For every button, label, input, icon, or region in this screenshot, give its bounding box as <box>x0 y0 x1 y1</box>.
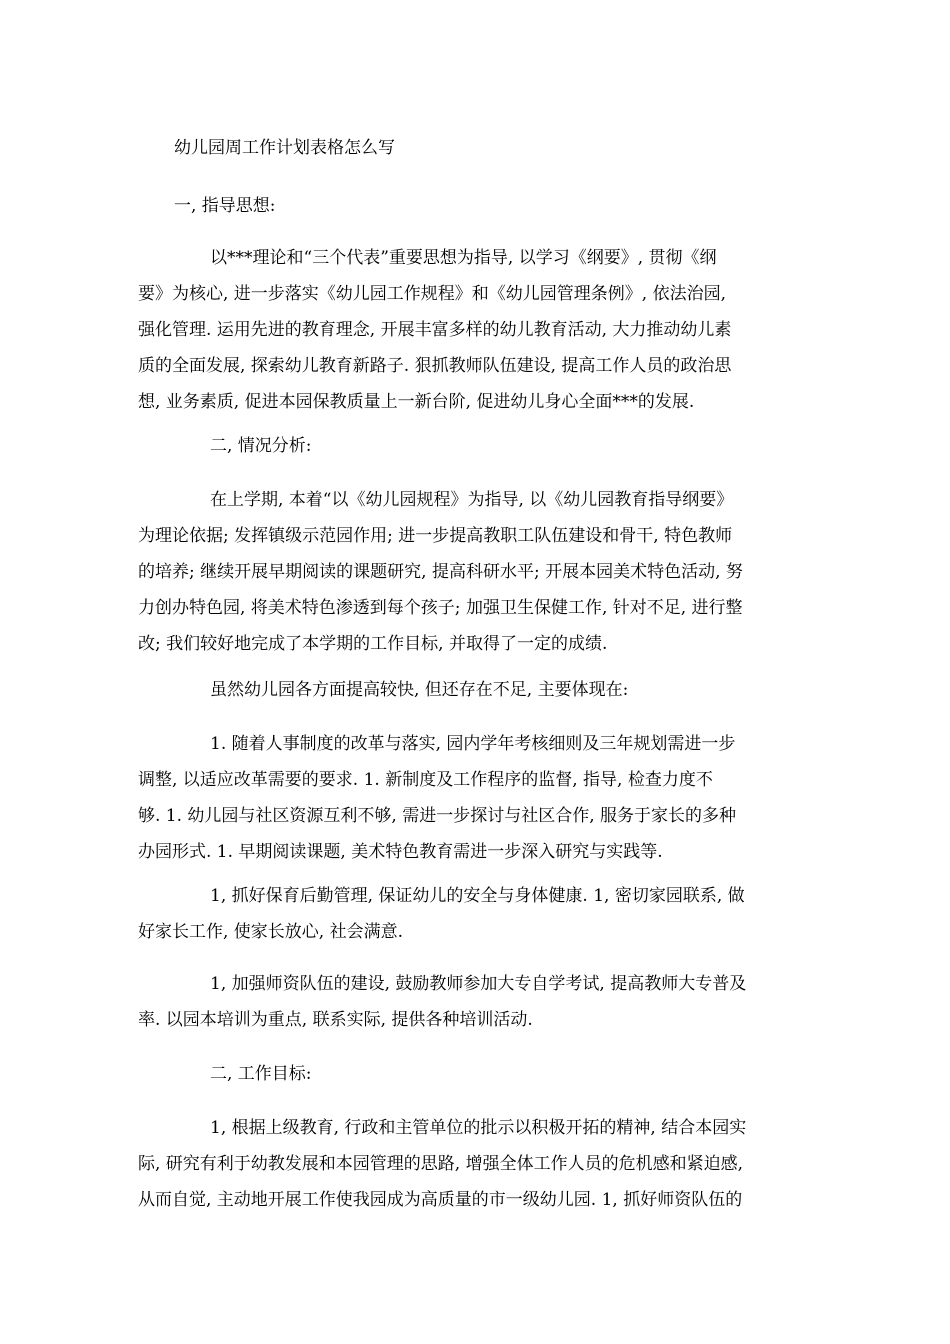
paragraph-line: 的培养; 继续开展早期阅读的课题研究, 提高科研水平; 开展本园美术特色活动, 努 <box>138 562 743 582</box>
paragraph-line: 强化管理. 运用先进的教育理念, 开展丰富多样的幼儿教育活动, 大力推动幼儿素 <box>138 320 732 340</box>
paragraph-line: 够. 1. 幼儿园与社区资源互利不够, 需进一步探讨与社区合作, 服务于家长的多种 <box>138 806 737 826</box>
paragraph-shortcomings-intro <box>138 672 814 708</box>
paragraph-line: 力创办特色园, 将美术特色渗透到每个孩子; 加强卫生保健工作, 针对不足, 进行整 <box>138 598 743 618</box>
paragraph-shortcomings-list <box>138 726 814 870</box>
paragraph-line: 办园形式. 1. 早期阅读课题, 美术特色教育需进一步深入研究与实践等. <box>138 842 663 862</box>
paragraph-line: 1, 加强师资队伍的建设, 鼓励教师参加大专自学考试, 提高教师大专普及 <box>210 974 747 994</box>
section-heading-work-goals: 二, 工作目标: <box>210 1064 312 1084</box>
section-heading-guiding-ideology: 一, 指导思想: <box>174 196 276 216</box>
paragraph-teacher-training <box>138 966 814 1038</box>
paragraph-situation-analysis <box>138 482 814 662</box>
section-heading-situation-analysis: 二, 情况分析: <box>210 436 312 456</box>
paragraph-line: 要》为核心, 进一步落实《幼儿园工作规程》和《幼儿园管理条例》, 依法治园, <box>138 284 727 304</box>
paragraph-line: 在上学期, 本着“以《幼儿园规程》为指导, 以《幼儿园教育指导纲要》 <box>210 490 734 510</box>
paragraph-line: 虽然幼儿园各方面提高较快, 但还存在不足, 主要体现在: <box>210 680 629 700</box>
paragraph-line: 好家长工作, 使家长放心, 社会满意. <box>138 922 404 942</box>
paragraph-line: 以***理论和“三个代表”重要思想为指导, 以学习《纲要》, 贯彻《纲 <box>210 248 717 268</box>
paragraph-line: 1, 抓好保育后勤管理, 保证幼儿的安全与身体健康. 1, 密切家园联系, 做 <box>210 886 745 906</box>
paragraph-line: 1. 随着人事制度的改革与落实, 园内学年考核细则及三年规划需进一步 <box>210 734 736 754</box>
paragraph-line: 率. 以园本培训为重点, 联系实际, 提供各种培训活动. <box>138 1010 533 1030</box>
paragraph-line: 为理论依据; 发挥镇级示范园作用; 进一步提高教职工队伍建设和骨干, 特色教师 <box>138 526 733 546</box>
paragraph-line: 1, 根据上级教育, 行政和主管单位的批示以积极开拓的精神, 结合本园实 <box>210 1118 747 1138</box>
document-title: 幼儿园周工作计划表格怎么写 <box>174 138 395 158</box>
paragraph-line: 想, 业务素质, 促进本园保教质量上一新台阶, 促进幼儿身心全面***的发展. <box>138 392 695 412</box>
paragraph-line: 从而自觉, 主动地开展工作使我园成为高质量的市一级幼儿园. 1, 抓好师资队伍的 <box>138 1190 743 1210</box>
paragraph-line: 质的全面发展, 探索幼儿教育新路子. 狠抓教师队伍建设, 提高工作人员的政治思 <box>138 356 732 376</box>
paragraph-guiding-ideology <box>138 240 814 420</box>
paragraph-line: 际, 研究有利于幼教发展和本园管理的思路, 增强全体工作人员的危机感和紧迫感, <box>138 1154 744 1174</box>
paragraph-logistics <box>138 878 814 950</box>
paragraph-line: 改; 我们较好地完成了本学期的工作目标, 并取得了一定的成绩. <box>138 634 608 654</box>
paragraph-line: 调整, 以适应改革需要的要求. 1. 新制度及工作程序的监督, 指导, 检查力度不 <box>138 770 713 790</box>
paragraph-work-goals <box>138 1110 814 1218</box>
